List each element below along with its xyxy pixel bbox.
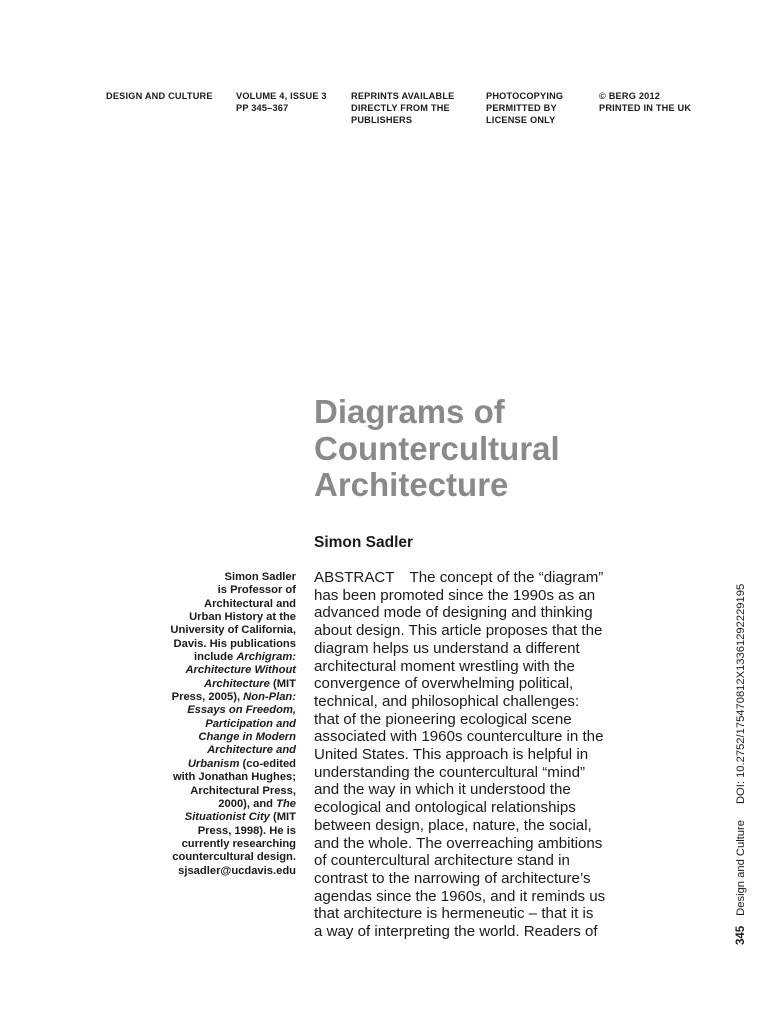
abstract-line	[314, 781, 644, 799]
header-volume	[236, 90, 327, 114]
bio-text: Architectural and	[203, 597, 296, 610]
abstract-line	[314, 728, 644, 746]
bio-line	[136, 771, 296, 784]
abstract-line	[314, 817, 644, 835]
abstract-text: a way of interpreting the world. Readers of	[314, 923, 598, 941]
bio-line	[136, 718, 296, 731]
bio-italic-text: Situationist City	[184, 811, 270, 824]
abstract-line	[314, 870, 644, 888]
abstract-text: contrast to the narrowing of architecture’s	[314, 869, 591, 887]
abstract-line	[314, 905, 644, 923]
title-line: Diagrams of	[314, 393, 505, 430]
bio-italic-text: Architecture Without	[185, 664, 296, 677]
bio-line	[136, 598, 296, 611]
bio-text: University of California,	[170, 624, 296, 637]
abstract-text: United States. This approach is helpful in	[314, 746, 589, 764]
abstract-text: that architecture is hermeneutic – that it is	[314, 905, 594, 923]
bio-text: include	[194, 651, 237, 664]
abstract-text: architectural moment wrestling with the	[314, 657, 575, 675]
header-line: PERMITTED BY	[486, 103, 557, 113]
abstract-line	[314, 711, 644, 729]
bio-italic-text: The	[276, 797, 296, 810]
bio-line	[136, 651, 296, 664]
bio-italic-text: Archigram:	[236, 651, 296, 664]
abstract-text: that of the pioneering ecological scene	[314, 710, 572, 728]
bio-line	[136, 638, 296, 651]
bio-text: (co-edited	[239, 757, 296, 770]
bio-text: (MIT	[269, 811, 296, 824]
bio-line	[136, 691, 296, 704]
abstract-text: associated with 1960s counterculture in the	[314, 728, 604, 746]
abstract-text: about design. This article proposes that the	[314, 622, 603, 640]
article-title	[314, 394, 714, 504]
header-line: DIRECTLY FROM THE	[351, 103, 450, 113]
abstract-label: ABSTRACT	[314, 569, 395, 586]
abstract-text: understanding the countercultural “mind”	[314, 763, 586, 781]
bio-line	[136, 811, 296, 824]
header-photocopying	[486, 90, 563, 126]
abstract-line	[314, 675, 644, 693]
abstract-text: and the way in which it understood the	[314, 781, 571, 799]
bio-line	[136, 865, 296, 878]
header-line: PUBLISHERS	[351, 115, 413, 125]
bio-italic-text: Non-Plan:	[243, 691, 296, 704]
bio-line	[136, 611, 296, 624]
abstract-line	[314, 622, 644, 640]
bio-text: Davis. His publications	[173, 637, 296, 650]
abstract-line	[314, 764, 644, 782]
header-line: PHOTOCOPYING	[486, 91, 564, 101]
bio-italic-text: Urbanism	[187, 757, 240, 770]
abstract-text: agendas since the 1960s, and it reminds us	[314, 887, 606, 905]
journal-name: Design and Culture	[735, 820, 747, 916]
abstract-line	[314, 693, 644, 711]
header-line: PRINTED IN THE UK	[599, 103, 692, 113]
bio-line	[136, 785, 296, 798]
header-reprints	[351, 90, 454, 126]
header-journal	[106, 90, 213, 102]
abstract-text: has been promoted since the 1990s as an	[314, 586, 596, 604]
bio-text: Press, 1998). He is	[197, 824, 296, 837]
author-bio	[136, 571, 296, 878]
abstract-text: convergence of overwhelming political,	[314, 675, 574, 693]
header-line: DESIGN AND CULTURE	[106, 91, 213, 101]
bio-text: with Jonathan Hughes;	[172, 771, 296, 784]
bio-italic-text: Architecture and	[207, 744, 296, 757]
bio-text: sjsadler@ucdavis.edu	[178, 864, 296, 877]
bio-text: currently researching	[181, 837, 296, 850]
bio-italic-text: Architecture	[203, 677, 270, 690]
header-line: PP 345–367	[236, 103, 289, 113]
bio-text: (MIT	[269, 677, 296, 690]
abstract-text: technical, and philosophical challenges:	[314, 692, 580, 710]
abstract-text: of countercultural architecture stand in	[314, 852, 570, 870]
page-sidebar	[735, 584, 747, 945]
abstract-line	[314, 587, 644, 605]
bio-line	[136, 584, 296, 597]
bio-line	[136, 664, 296, 677]
abstract-line	[314, 835, 644, 853]
header-line: © BERG 2012	[599, 91, 661, 101]
bio-line	[136, 571, 296, 584]
page-number: 345	[735, 925, 747, 945]
bio-italic-text: Participation and	[205, 717, 296, 730]
abstract-line	[314, 852, 644, 870]
abstract-line	[314, 923, 644, 941]
header-line: LICENSE ONLY	[486, 115, 556, 125]
abstract-line	[314, 658, 644, 676]
bio-italic-text: Essays on Freedom,	[187, 704, 296, 717]
bio-text: Press, 2005),	[171, 691, 244, 704]
abstract-text: diagram helps us understand a different	[314, 639, 580, 657]
bio-text: is Professor of	[217, 584, 296, 597]
header-line: VOLUME 4, ISSUE 3	[236, 91, 327, 101]
bio-line	[136, 744, 296, 757]
header-line: REPRINTS AVAILABLE	[351, 91, 455, 101]
abstract-text: ecological and ontological relationships	[314, 799, 576, 817]
bio-text: Simon Sadler	[224, 571, 296, 583]
abstract-text: between design, place, nature, the social,	[314, 816, 592, 834]
abstract-line	[314, 569, 644, 587]
bio-text: 2000), and	[218, 797, 277, 810]
bio-line	[136, 851, 296, 864]
bio-line	[136, 678, 296, 691]
abstract-line	[314, 799, 644, 817]
abstract-line	[314, 888, 644, 906]
abstract-text: advanced mode of designing and thinking	[314, 604, 593, 622]
abstract	[314, 569, 644, 941]
author-name: Simon Sadler	[314, 534, 414, 551]
bio-text: countercultural design.	[172, 851, 296, 864]
bio-line	[136, 838, 296, 851]
bio-text: Urban History at the	[189, 611, 296, 624]
bio-line	[136, 704, 296, 717]
bio-line	[136, 731, 296, 744]
bio-italic-text: Change in Modern	[198, 731, 296, 744]
title-line: Architecture	[314, 466, 509, 503]
doi: DOI: 10.2752/175470812X13361292229195	[735, 583, 747, 805]
title-line: Countercultural	[314, 429, 560, 467]
abstract-text: and the whole. The overreaching ambitions	[314, 834, 603, 852]
bio-line	[136, 624, 296, 637]
bio-text: Architectural Press,	[190, 784, 296, 797]
header-copyright	[599, 90, 691, 114]
abstract-text: The concept of the “diagram”	[409, 569, 604, 586]
bio-line	[136, 825, 296, 838]
abstract-line	[314, 604, 644, 622]
abstract-line	[314, 746, 644, 764]
abstract-line	[314, 640, 644, 658]
bio-line	[136, 758, 296, 771]
bio-line	[136, 798, 296, 811]
